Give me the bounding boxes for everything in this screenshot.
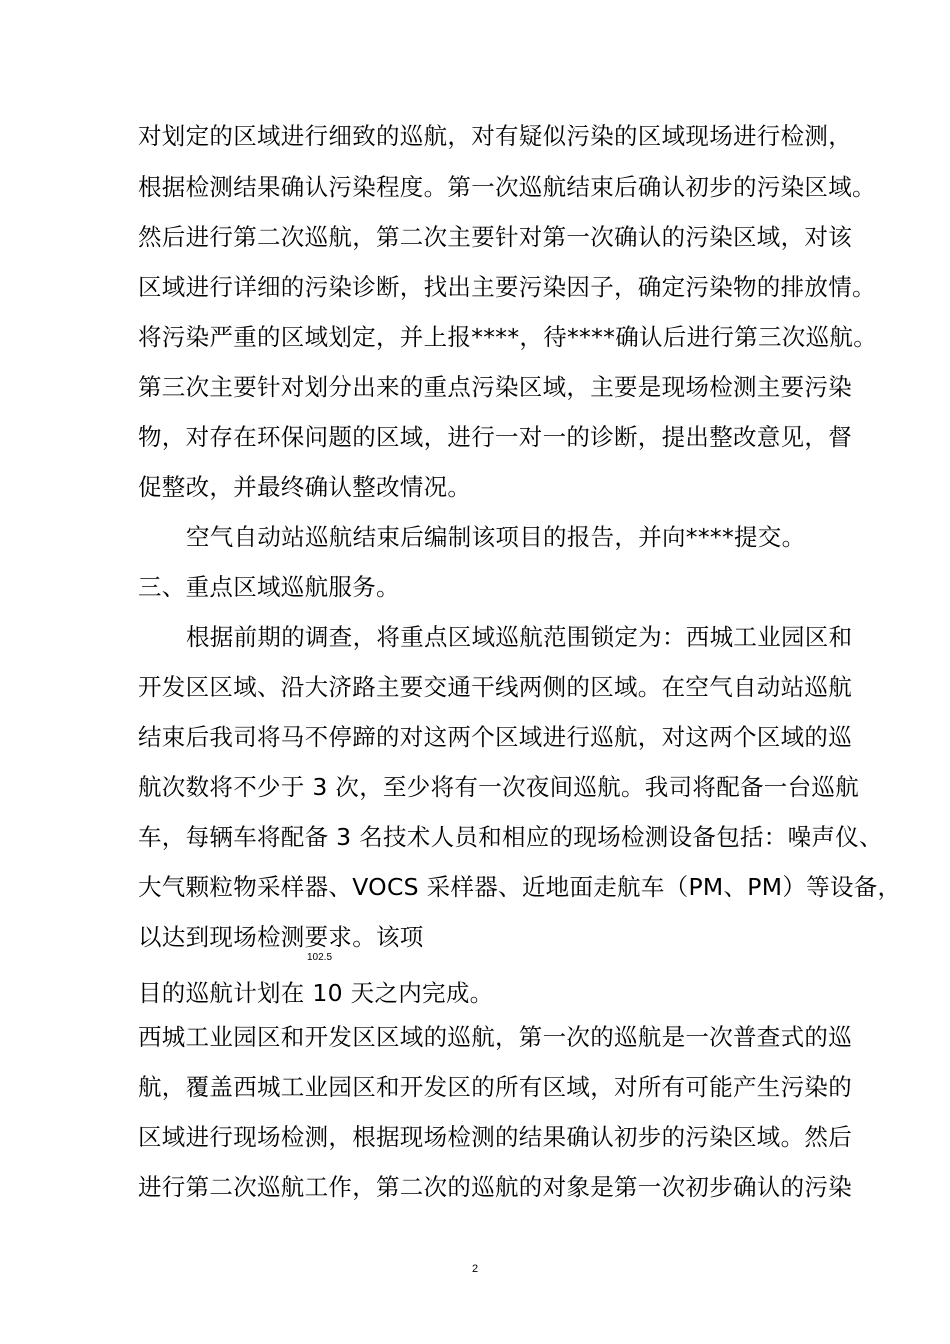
text-line: 开发区区域、沿大济路主要交通干线两侧的区域。在空气自动站巡航 [138, 673, 852, 701]
text-line: 促整改，并最终确认整改情况。 [138, 473, 472, 501]
text-line: 第三次主要针对划分出来的重点污染区域，主要是现场检测主要污染 [138, 373, 852, 401]
text-line: 结束后我司将马不停蹄的对这两个区域进行巡航，对这两个区域的巡 [138, 723, 852, 751]
page-number: 2 [471, 1263, 479, 1275]
text-line: 西城工业园区和开发区区域的巡航，第一次的巡航是一次普查式的巡 [138, 1023, 852, 1051]
small-note: 102.5 [307, 952, 333, 963]
text-line: 车，每辆车将配备 3 名技术人员和相应的现场检测设备包括：噪声仪、 [138, 823, 883, 851]
text-line: 以达到现场检测要求。该项 [138, 923, 424, 951]
text-line: 区域进行现场检测，根据现场检测的结果确认初步的污染区域。然后 [138, 1123, 852, 1151]
text-line: 航次数将不少于 3 次，至少将有一次夜间巡航。我司将配备一台巡航 [138, 773, 859, 801]
text-line: 航，覆盖西城工业园区和开发区的所有区域，对所有可能产生污染的 [138, 1073, 852, 1101]
text-line: 空气自动站巡航结束后编制该项目的报告，并向****提交。 [186, 523, 806, 551]
text-line: 目的巡航计划在 10 天之内完成。 [138, 979, 494, 1007]
text-line: 根据前期的调查，将重点区域巡航范围锁定为：西城工业园区和 [186, 623, 853, 651]
text-line: 对划定的区域进行细致的巡航，对有疑似污染的区域现场进行检测， [138, 122, 852, 150]
text-line: 进行第二次巡航工作，第二次的巡航的对象是第一次初步确认的污染 [138, 1173, 852, 1201]
text-line: 区域进行详细的污染诊断，找出主要污染因子，确定污染物的排放情。 [138, 273, 876, 301]
text-line: 物，对存在环保问题的区域，进行一对一的诊断，提出整改意见，督 [138, 423, 852, 451]
text-line: 根据检测结果确认污染程度。第一次巡航结束后确认初步的污染区域。 [138, 173, 876, 201]
text-line: 大气颗粒物采样器、VOCS 采样器、近地面走航车（PM、PM）等设备， [138, 873, 902, 901]
text-line: 然后进行第二次巡航，第二次主要针对第一次确认的污染区域，对该 [138, 223, 852, 251]
text-line: 将污染严重的区域划定，并上报****，待****确认后进行第三次巡航。 [138, 323, 877, 351]
section-heading: 三、重点区域巡航服务。 [138, 573, 400, 601]
